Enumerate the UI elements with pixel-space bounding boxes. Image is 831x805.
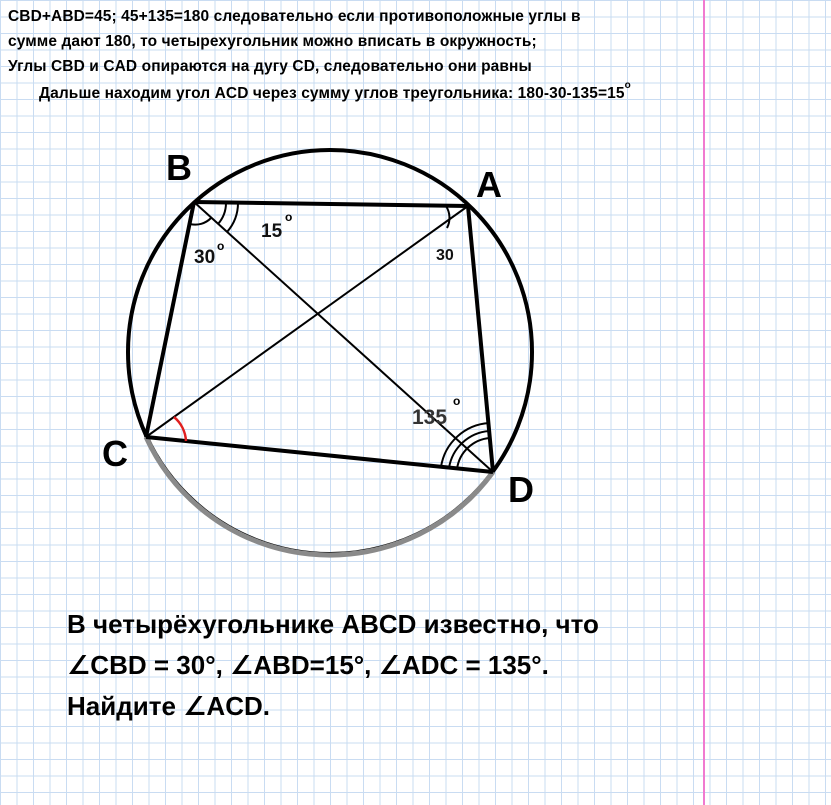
- note-line-1: CBD+ABD=45; 45+135=180 следовательно если противоположные углы в: [8, 8, 581, 25]
- angle-label-bad: 30: [436, 247, 454, 264]
- angle-arc-cbd: [190, 218, 211, 225]
- angle-label-adc-degree: о: [453, 394, 461, 408]
- note-line-4-degree: о: [624, 80, 631, 91]
- angle-label-cbd: 30: [194, 247, 216, 268]
- angle-arc-abd-outer: [227, 203, 238, 232]
- diagonal-ac: [146, 206, 468, 437]
- note-line-4-text: Дальше находим угол ACD через сумму углов треугольника: 180-30-135=15: [39, 85, 625, 103]
- point-label-b: B: [166, 147, 192, 188]
- problem-statement: [67, 604, 599, 727]
- point-label-d: D: [508, 469, 534, 510]
- angle-arc-acd: [174, 417, 186, 441]
- angle-arc-bad: [446, 206, 449, 228]
- point-label-c: C: [102, 433, 128, 474]
- note-line-3: Углы CBD и CAD опираются на дугу CD, следовательно они равны: [8, 58, 532, 75]
- diagonal-bd: [194, 202, 493, 472]
- angle-label-cbd-degree: о: [217, 239, 225, 253]
- problem-line-1: В четырёхугольнике ABCD известно, что: [67, 609, 599, 639]
- problem-line-2: ∠CBD = 30°, ∠ABD=15°, ∠ADC = 135°.: [67, 650, 549, 680]
- side-bc: [146, 202, 194, 437]
- circumscribed-circle: [128, 150, 532, 554]
- side-ab: [194, 202, 468, 206]
- point-label-a: A: [476, 164, 502, 205]
- angle-label-abd: 15: [261, 221, 283, 242]
- angle-label-adc: 135: [412, 406, 448, 429]
- angle-arc-adc-1: [441, 423, 489, 467]
- angle-label-abd-degree: о: [285, 210, 293, 224]
- angle-arc-abd-inner: [218, 203, 226, 224]
- problem-line-3: Найдите ∠ACD.: [67, 691, 270, 721]
- note-line-2: сумме дают 180, то четырехугольник можно вписать в окружность;: [8, 33, 537, 50]
